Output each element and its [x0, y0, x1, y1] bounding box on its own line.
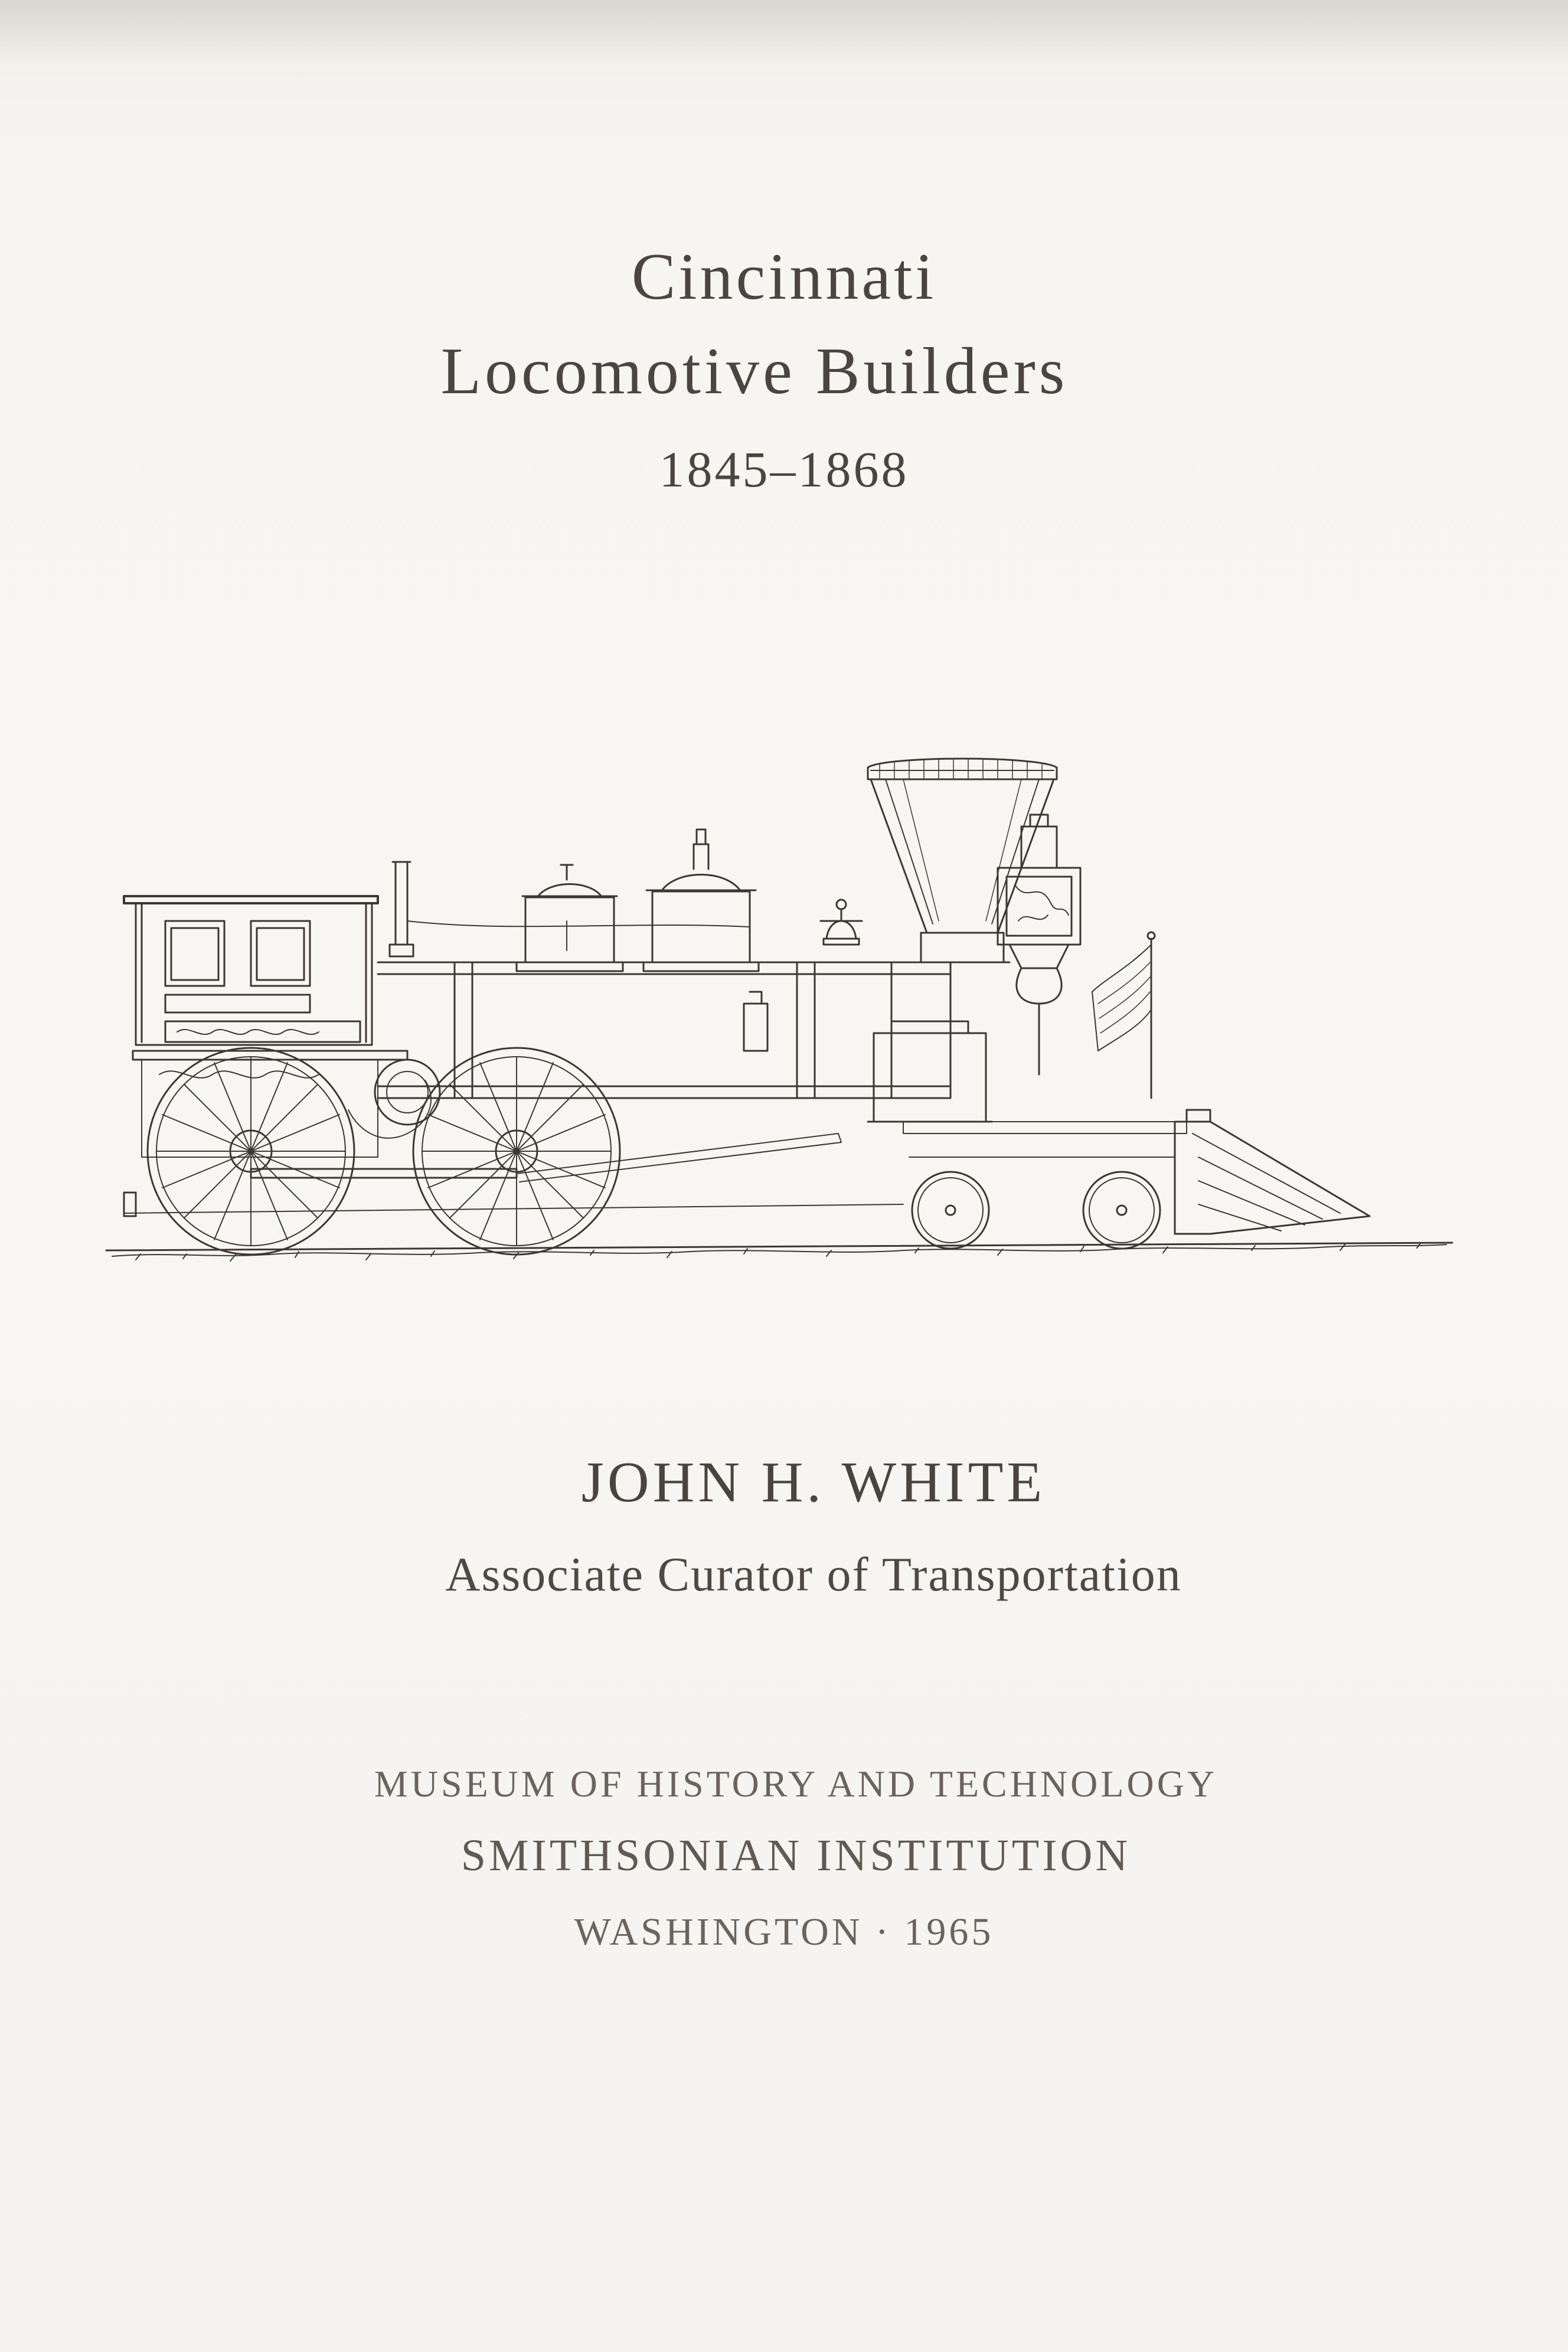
headlamp: [998, 815, 1080, 1074]
boiler: [378, 921, 950, 1098]
page-edge-shadow: [0, 0, 1568, 65]
author-role: Associate Curator of Transportation: [445, 1547, 1182, 1601]
ornamental-panel: [142, 1060, 440, 1157]
publisher-museum: MUSEUM OF HISTORY AND TECHNOLOGY: [374, 1763, 1218, 1805]
pilot-wheel-front: [1083, 1172, 1160, 1249]
title-years: 1845–1868: [659, 441, 909, 498]
driving-wheel-rear: [148, 1048, 354, 1255]
title-line-2: Locomotive Builders: [440, 335, 1069, 408]
title-line-1: Cincinnati: [631, 240, 937, 313]
flag-icon: [1092, 932, 1155, 1098]
publisher-place-year: WASHINGTON · 1965: [574, 1910, 994, 1954]
driving-wheel-front: [413, 1048, 620, 1255]
cylinder: [744, 992, 992, 1122]
locomotive-illustration: [100, 744, 1458, 1275]
bell: [821, 900, 862, 945]
publisher-institution: SMITHSONIAN INSTITUTION: [460, 1831, 1131, 1880]
pilot-wheel-rear: [912, 1172, 989, 1249]
cab: [124, 896, 407, 1060]
cowcatcher: [1175, 1110, 1370, 1234]
author-name: JOHN H. WHITE: [581, 1451, 1046, 1514]
sand-dome: [517, 865, 623, 971]
steam-dome: [643, 829, 759, 971]
smokestack: [868, 759, 1057, 962]
side-rod: [251, 1169, 517, 1178]
